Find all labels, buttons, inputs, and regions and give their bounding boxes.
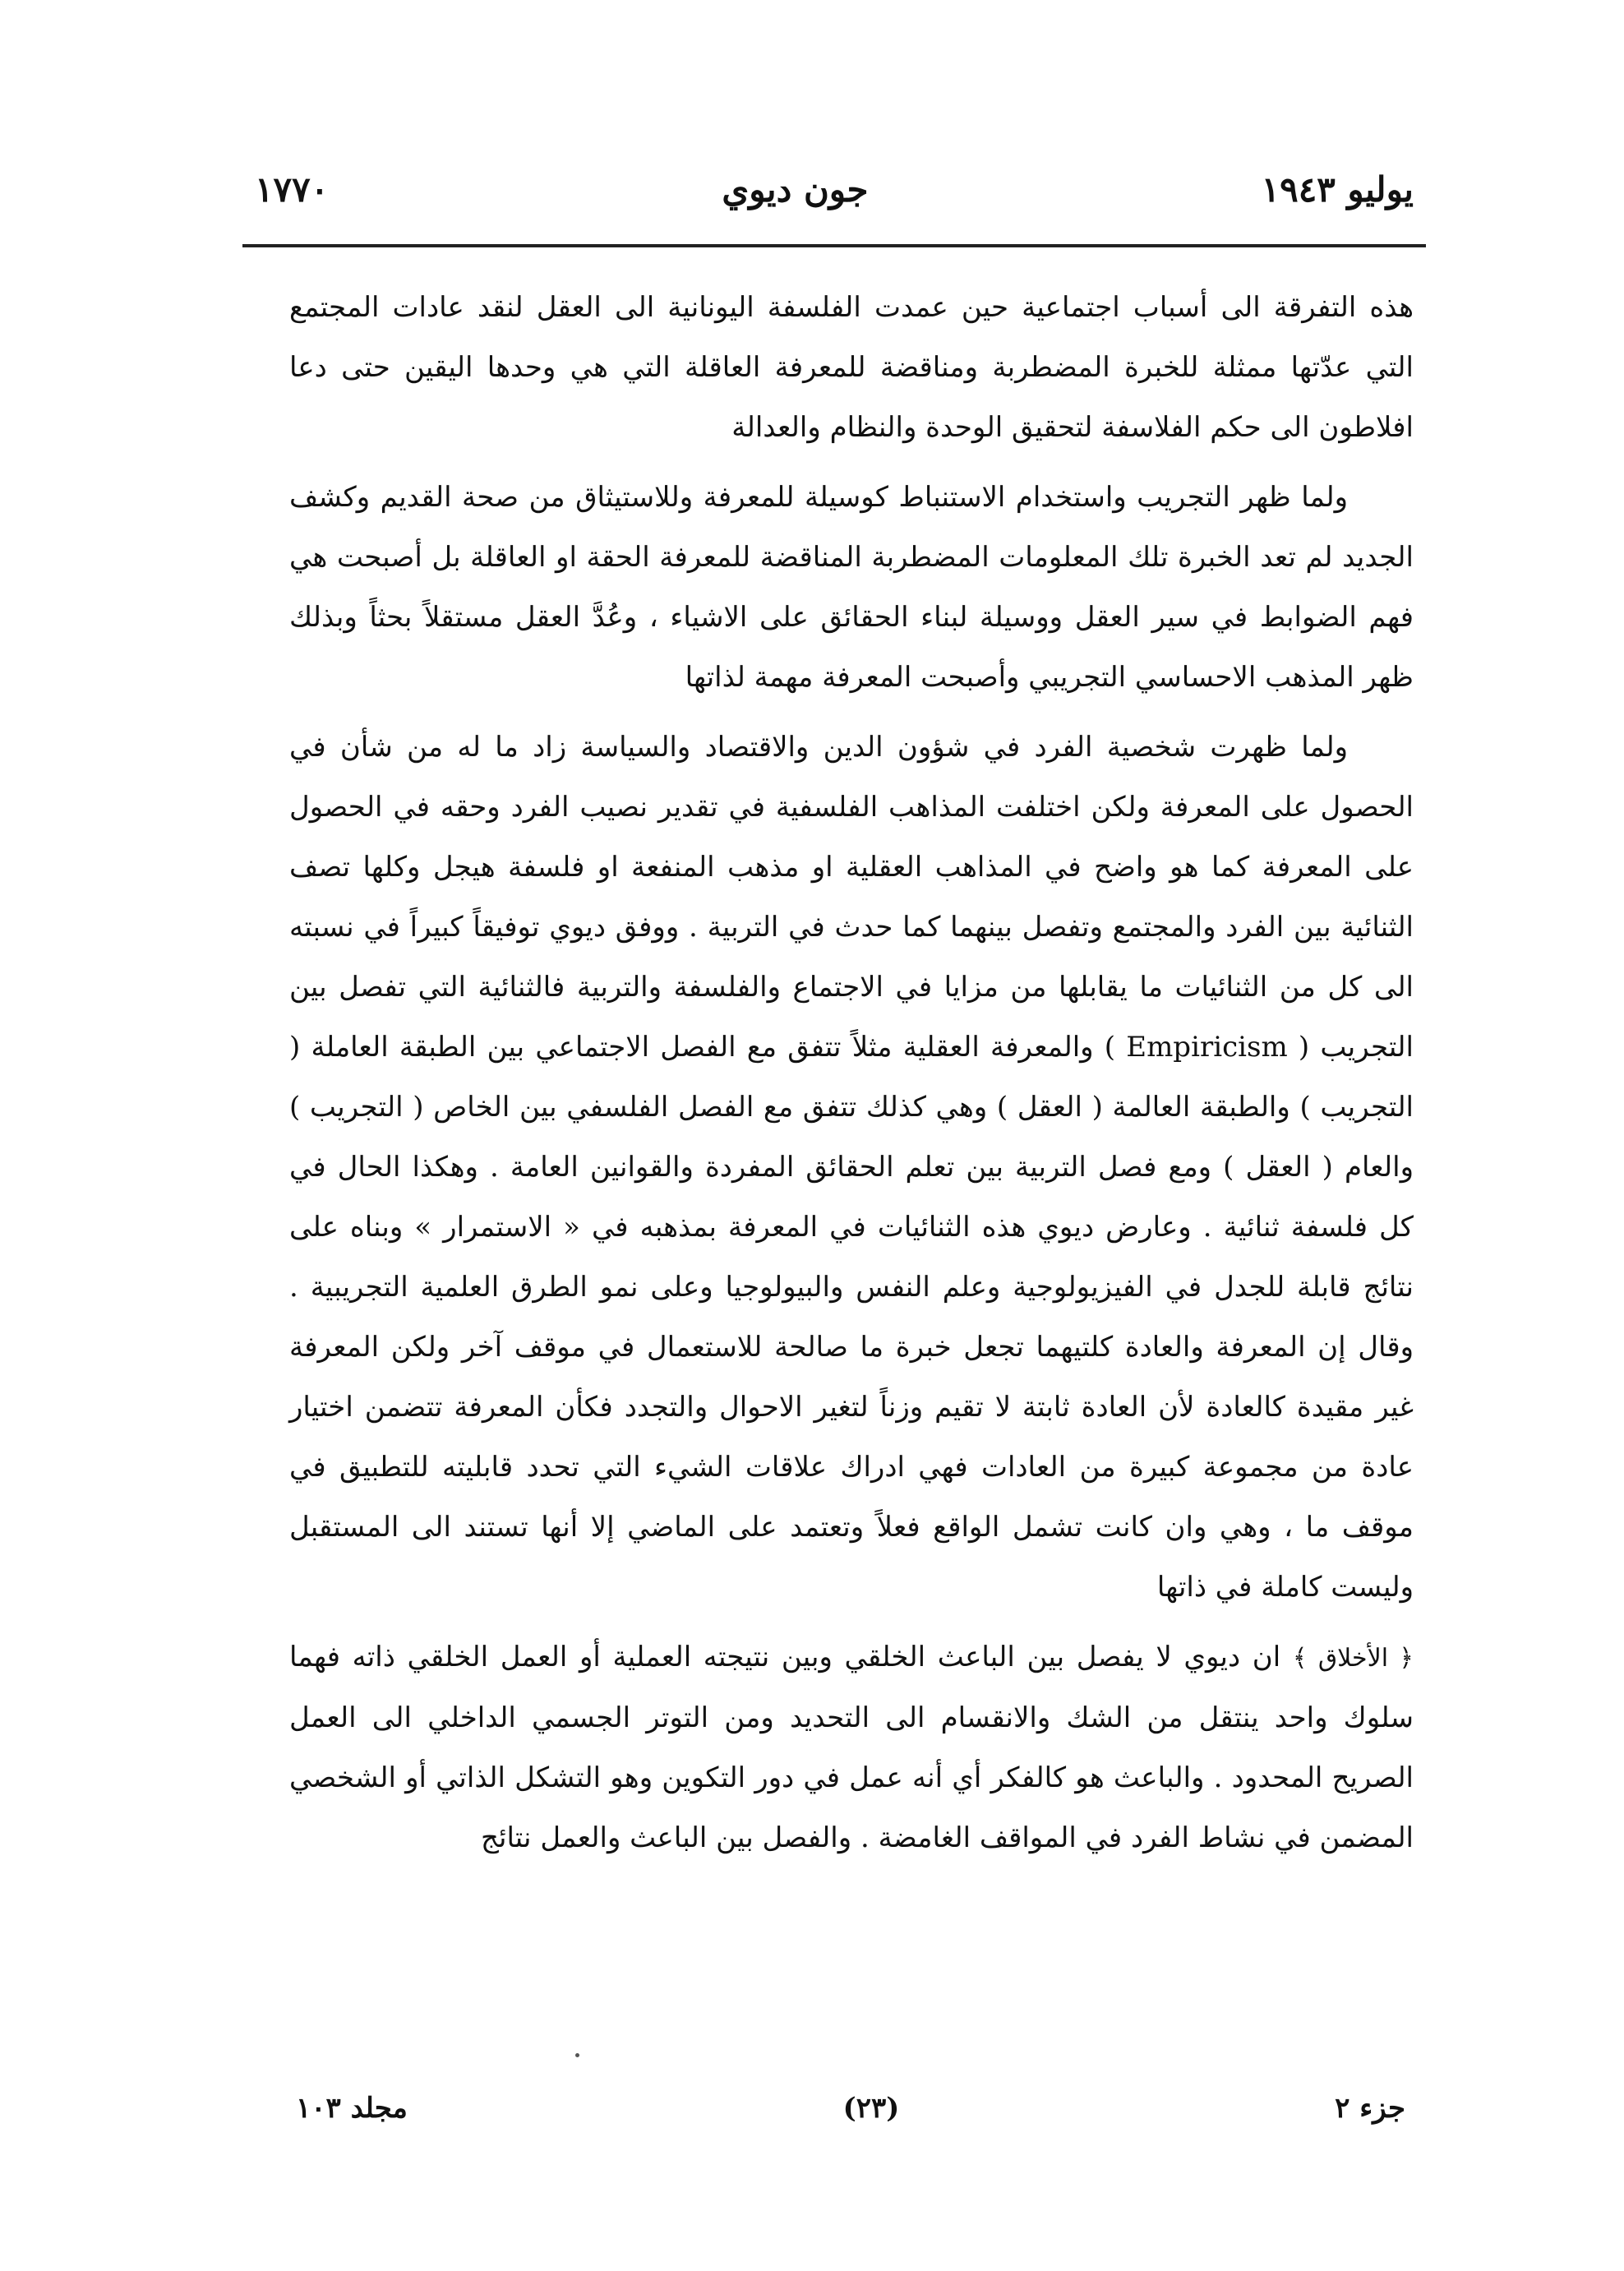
header-title: جون ديوي [722, 168, 869, 210]
paragraph-2: ولما ظهر التجريب واستخدام الاستنباط كوسيلة للمعرفة وللاستيثاق من صحة القديم وكشف الجديد لم تعد الخبرة تلك المعلومات المضطربة المناقضة للمعرفة الحقة او العاقلة بل أصبحت هي فهم الضوابط في سير العقل ووسيلة لبناء الحقائق على الاشياء ، وعُدَّ العقل مستقلاً بحثاً وبذلك ظهر المذهب الاحساسي التجريبي وأصبحت المعرفة مهمة لذاتها [289, 481, 1414, 694]
footer-volume: مجلد ١٠٣ [296, 2092, 408, 2125]
header-date: يوليو ١٩٤٣ [1261, 168, 1414, 210]
header-page-number: ١٧٧٠ [255, 168, 330, 210]
header-rule [242, 244, 1426, 247]
article-body [289, 278, 1414, 1868]
footer-part: جزء ٢ [1335, 2092, 1405, 2125]
section-text-ethics: ان ديوي لا يفصل بين الباعث الخلقي وبين نتيجته العملية أو العمل الخلقي ذاته فهما سلوك واحد ينتقل من الشك والانقسام الى التحديد ومن التوتر الجسمي الداخلي الى العمل الصريح المحدود . والباعث هو كالفكر أي أنه عمل في دور التكوين وهو التشكل الذاتي أو الشخصي المضمن في نشاط الفرد في المواقف الغامضة . والفصل بين الباعث والعمل نتائج [289, 1641, 1414, 1854]
paragraph-1: هذه التفرقة الى أسباب اجتماعية حين عمدت الفلسفة اليونانية الى العقل لنقد عادات المجتمع التي عدّتها ممثلة للخبرة المضطربة ومناقضة للمعرفة العاقلة التي هي وحدها اليقين حتى دعا افلاطون الى حكم الفلاسفة لتحقيق الوحدة والنظام والعدالة [289, 291, 1414, 444]
footer-issue-number: (٢٣) [842, 2092, 900, 2125]
page-footer [296, 2084, 1405, 2133]
section-heading-ethics: ﴿ الأخلاق ﴾ [1292, 1644, 1414, 1673]
running-header [255, 156, 1414, 222]
paragraph-ethics [289, 1627, 1414, 1868]
paragraph-3: ولما ظهرت شخصية الفرد في شؤون الدين والاقتصاد والسياسة زاد ما له من شأن في الحصول على المعرفة ولكن اختلفت المذاهب الفلسفية في تقدير نصيب الفرد وحقه في الحصول على المعرفة كما هو واضح في المذاهب العقلية او مذهب المنفعة او فلسفة هيجل وكلها تصف الثنائية بين الفرد والمجتمع وتفصل بينهما كما حدث في التربية . ووفق ديوي توفيقاً كبيراً في نسبته الى كل من الثنائيات ما يقابلها من مزايا في الاجتماع والفلسفة والتربية فالثنائية التي تفصل بين التجريب ( Empiricism ) والمعرفة العقلية مثلاً تتفق مع الفصل الاجتماعي بين الطبقة العاملة ( التجريب ) والطبقة العالمة ( العقل ) وهي كذلك تتفق مع الفصل الفلسفي بين الخاص ( التجريب ) والعام ( العقل ) ومع فصل التربية بين تعلم الحقائق المفردة والقوانين العامة . وهكذا الحال في كل فلسفة ثنائية . وعارض ديوي هذه الثنائيات في المعرفة بمذهبه في « الاستمرار » وبناه على نتائج قابلة للجدل في الفيزيولوجية وعلم النفس والبيولوجيا وعلى نمو الطرق العلمية التجريبية . وقال إن المعرفة والعادة كلتيهما تجعل خبرة ما صالحة للاستعمال في موقف آخر ولكن المعرفة غير مقيدة كالعادة لأن العادة ثابتة لا تقيم وزناً لتغير الاحوال والتجدد فكأن المعرفة تتضمن اختيار عادة من مجموعة كبيرة من العادات فهي ادراك علاقات الشيء التي تحدد قابليته للتطبيق في موقف ما ، وهي وان كانت تشمل الواقع فعلاً وتعتمد على الماضي إلا أنها تستند الى المستقبل وليست كاملة في ذاتها [289, 731, 1414, 1604]
printing-speck [575, 2053, 579, 2057]
